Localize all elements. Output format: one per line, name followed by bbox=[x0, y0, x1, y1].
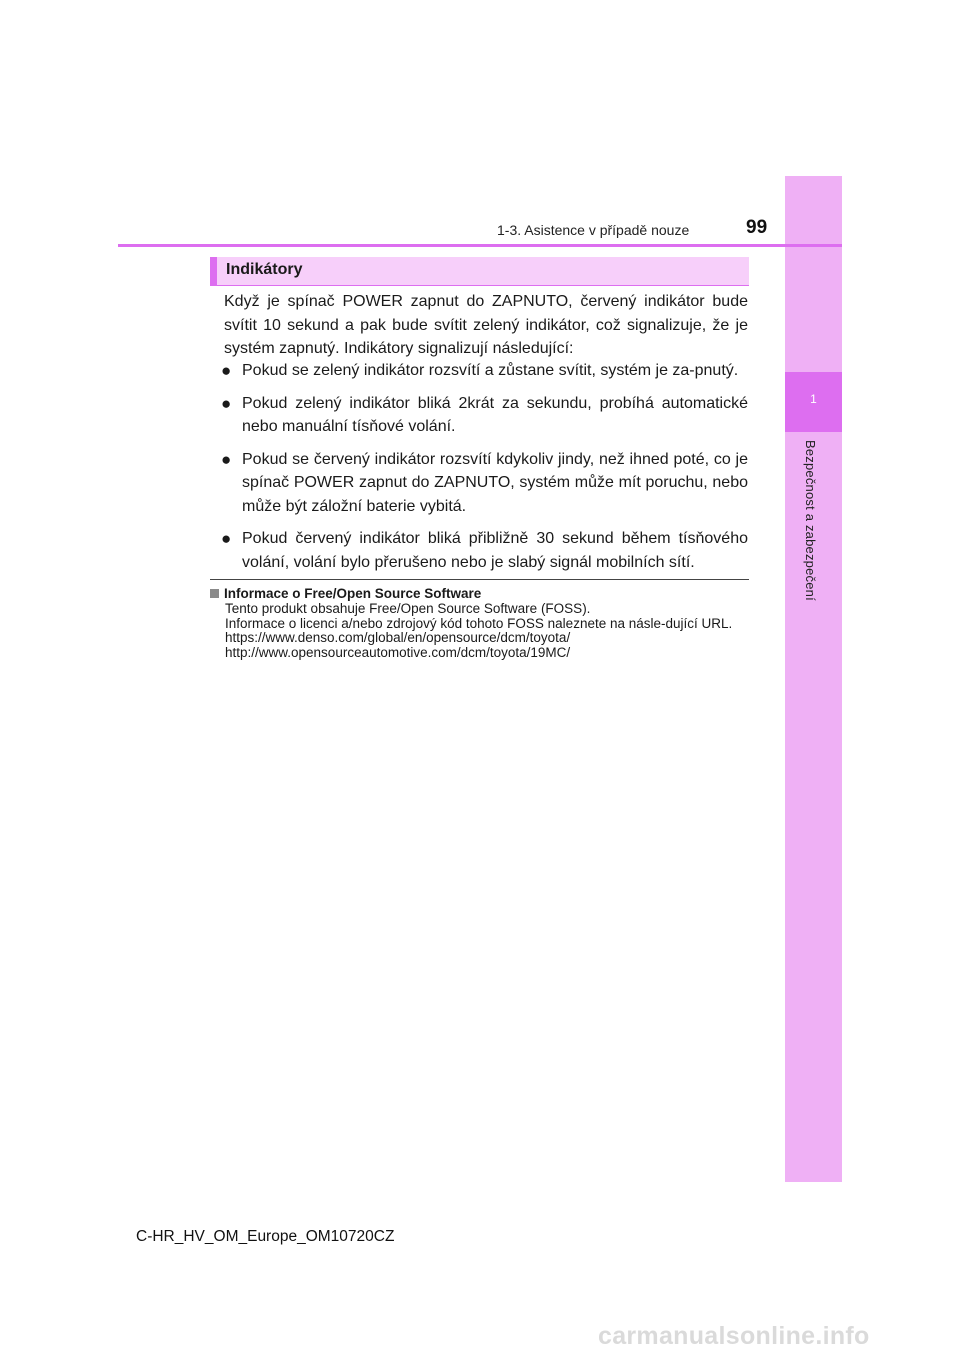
list-item: ● Pokud se zelený indikátor rozsvítí a zůstane svítit, systém je za-pnutý. bbox=[221, 359, 748, 383]
chapter-side-band bbox=[785, 176, 842, 1182]
info-line: Tento produkt obsahuje Free/Open Source Software (FOSS). bbox=[225, 600, 591, 616]
section-heading-box bbox=[210, 257, 749, 285]
section-divider bbox=[210, 579, 749, 580]
watermark: carmanualsonline.info bbox=[598, 1322, 870, 1350]
info-url[interactable]: https://www.denso.com/global/en/opensource/dcm/toyota/ bbox=[225, 630, 571, 646]
foss-info-text bbox=[210, 602, 745, 661]
bullet-dot-icon: ● bbox=[221, 449, 232, 469]
footer-doc-id: C-HR_HV_OM_Europe_OM10720CZ bbox=[136, 1228, 395, 1245]
header-rule bbox=[118, 244, 842, 247]
list-item: ● Pokud zelený indikátor bliká 2krát za sekundu, probíhá automatické nebo manuální tísňové volání. bbox=[221, 393, 748, 435]
header-section-title: 1-3. Asistence v případě nouze bbox=[497, 222, 690, 238]
foss-info-block bbox=[210, 587, 745, 661]
chapter-title: Bezpečnost a zabezpečení bbox=[803, 440, 818, 601]
page-number: 99 bbox=[746, 217, 768, 238]
info-line: Informace o licenci a/nebo zdrojový kód tohoto FOSS naleznete na násle-dující URL. bbox=[225, 615, 733, 631]
intro-paragraph: Když je spínač POWER zapnut do ZAPNUTO, červený indikátor bude svítit 10 sekund a pak bude svítit zelený indikátor, což signalizuje, že je systém zapnutý. Indikátory signalizují následující: bbox=[224, 293, 748, 357]
section-title: Indikátory bbox=[226, 261, 303, 278]
info-url[interactable]: http://www.opensourceautomotive.com/dcm/toyota/19MC/ bbox=[225, 645, 571, 661]
bullet-dot-icon: ● bbox=[221, 529, 232, 548]
section-underline bbox=[210, 285, 749, 286]
square-bullet-icon bbox=[210, 589, 219, 598]
bullet-dot-icon: ● bbox=[221, 393, 232, 413]
bullet-dot-icon: ● bbox=[221, 361, 232, 380]
list-item: ● Pokud se červený indikátor rozsvítí kdykoliv jindy, než ihned poté, co je spínač POWER zapnut do ZAPNUTO, systém může mít poruchu, nebo může být záložní baterie vybitá. bbox=[221, 449, 748, 515]
indicator-list bbox=[221, 359, 748, 583]
chapter-number: 1 bbox=[810, 392, 817, 406]
foss-info-title: Informace o Free/Open Source Software bbox=[210, 587, 745, 602]
list-item: ● Pokud červený indikátor bliká přibližně 30 sekund během tísňového volání, volání bylo přerušeno nebo je slabý signál mobilních sítí. bbox=[221, 529, 748, 571]
